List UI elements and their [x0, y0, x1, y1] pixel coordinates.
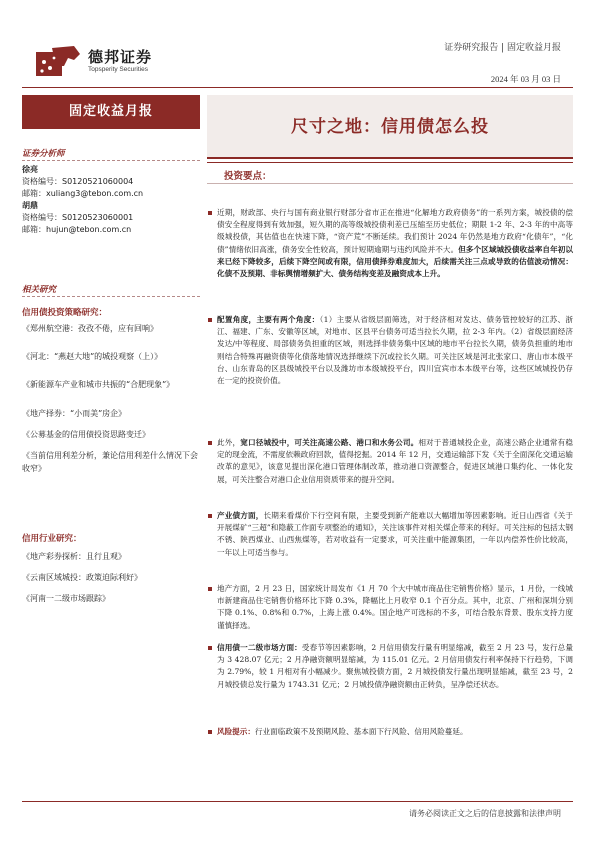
footer-disclaimer: 请务必阅读正文之后的信息披露和法律声明 — [409, 809, 561, 818]
bullet-icon — [208, 211, 212, 215]
analyst-email[interactable]: 邮箱：xuliang3@tebon.com.cn — [22, 189, 144, 198]
analyst-cert: 资格编号：S0120523060001 — [22, 213, 134, 222]
analyst-email[interactable]: 邮箱：hujun@tebon.com.cn — [22, 225, 132, 234]
related-report-link[interactable]: 《河北：“燕赵大地”的城投观察（上）》 — [22, 352, 163, 361]
analyst-name: 徐亮 — [22, 165, 38, 174]
section-divider — [22, 160, 200, 161]
bullet-icon — [208, 318, 212, 322]
investment-highlights-heading: 投资要点： — [224, 171, 272, 182]
report-date: 2024 年 03 月 03 日 — [490, 74, 561, 84]
risk-warning: 风险提示：行业面临政策不及预期风险、基本面下行风险、信用风险蔓延。 — [208, 726, 573, 738]
header-divider — [22, 87, 573, 88]
analyst-cert: 资格编号：S0120521060004 — [22, 177, 134, 186]
bullet-icon — [208, 646, 212, 650]
brand-name-en: Topsperity Securities — [88, 66, 148, 73]
section-divider — [22, 296, 200, 297]
related-report-link[interactable]: 《河南一二级市场跟踪》 — [22, 594, 110, 603]
report-title: 尺寸之地：信用债怎么投 — [291, 117, 489, 137]
bullet-icon — [208, 587, 212, 591]
brand-name-cn: 德邦证券 — [88, 48, 153, 66]
title-divider — [207, 157, 573, 159]
industrial-bond-paragraph: 产业债方面，长期来看煤价下行空间有限，主要受到新产能难以大幅增加等因素影响。近日山西省《关于开展煤矿“三超”和隐蔽工作面专项整治的通知》，关注该事件对相关煤企带来的利好。可关注标的包括太钢不锈、陕西煤业、山西焦煤等，若对收益有一定要求，可关注重中能源集团，一年以内偿养性价比较高，一年以上可适当参与。 — [208, 510, 573, 559]
related-report-link[interactable]: 《地产择券：“小而美”房企》 — [22, 409, 127, 418]
related-report-link[interactable]: 《郑州航空港：孜孜不倦，应有回响》 — [22, 324, 158, 333]
bullet-icon — [208, 514, 212, 518]
section-divider — [207, 183, 573, 184]
column-title: 固定收益月报 — [22, 95, 200, 129]
related-report-link[interactable]: 《新能源车产业和城市共振的“合肥现象”》 — [22, 380, 175, 389]
market-paragraph: 信用债一二级市场方面：受春节等因素影响，2 月信用债发行量有明显缩减，截至 2 月 23 号，发行总量为 3 428.07 亿元；2 月净融资额明显缩减，为 115.01 亿元。2 月信用债发行利率保持下行趋势，下调为 2.79%，较 1 月相对有小幅减少。聚焦城投债方面，2 月城投债发行量出现明显缩减，截至 23 号，2 月城投债总发行量为 1743.31 亿元；2 月城投债净融资额由正转负，呈净偿还状态。 — [208, 642, 573, 691]
related-report-link[interactable]: 《云南区域城投：政策迫际利好》 — [22, 573, 142, 582]
real-estate-paragraph: 地产方面，2 月 23 日，国家统计局发布《1 月 70 个大中城市商品住宅销售价格》显示，1 月份，一线城市新建商品住宅销售价格环比下降 0.3%，降幅比上月收窄 0.1 个百分点。其中，北京、广州和深圳分别下降 0.1%、0.8%和 0.7%，上海上涨 0.4%。国企地产可选标的不多，可结合股东背景、股东支持力度谨慎择选。 — [208, 583, 573, 632]
analyst-section-heading: 证券分析师 — [22, 149, 65, 159]
related-report-link[interactable]: 《公募基金的信用债投资思路变迁》 — [22, 430, 150, 439]
analyst-name: 胡鼎 — [22, 201, 38, 210]
related-report-link[interactable]: 《地产彩券探析：且行且观》 — [22, 552, 126, 561]
brand-logo-icon — [34, 44, 82, 78]
related-section-heading: 相关研究 — [22, 285, 57, 295]
bullet-icon — [208, 441, 212, 445]
report-type: 证券研究报告 | 固定收益月报 — [444, 43, 561, 53]
title-divider-thin — [207, 162, 573, 163]
analyst-block — [22, 164, 202, 236]
wide-caliber-paragraph: 此外，宽口径城投中，可关注高速公路、港口和水务公司。相对于普通城投企业，高速公路企业通常有稳定的现金流，不需度依赖政府回款，值得挖掘。2014 年 12 月，交通运输部下发《关于全面深化交通运输改革的意见》，该意见提出深化港口管理体制改革，推动港口资源整合，促进区域港口集约化、一体化发展，可关注整合对港口企业信用资质带来的提升空间。 — [208, 437, 573, 486]
bullet-icon — [208, 730, 212, 734]
strategy-heading: 信用债投资策略研究： — [22, 308, 108, 318]
footer-divider — [22, 801, 573, 802]
summary-paragraph: 近期，财政部、央行与国有商业银行财部分省市正在推进“化解地方政府债务”的一系列方案，城投债的偿债安全程度得到有效加强，短久期的高等级城投债利差已压缩至历史低位；期限 1-2 年、2-3 年的中高等级城投债，其估值也在快速下降，“资产荒”不断延续。我们预计 2024 年仍然是地方政府“化债年”，“化债”情绪依旧高涨，债务安全性较高，预计短期逾期与违约风险并不大。但多个区域城投债收益率自年初以来已经下降较多，后续下降空间或有限，信用债择券难度加大，后续需关注三点或导致的估值波动情况：化债不及预期、非标舆情增频扩大、债务结构变差及融资成本上升。 — [208, 207, 573, 280]
industry-heading: 信用行业研究： — [22, 534, 82, 544]
allocation-paragraph: 配置角度，主要有两个角度：（1）主要从省级层面筛选，对于经济相对发达、债务管控较好的江苏、浙江、福建、广东、安徽等区域，对地市、区县平台债务可适当拉长久期，拉 2-3 年内。（2）省级层面经济发达/中等程度、局部债务负担重的区域，则选择非债务集中区域的地市平台拉长久期，债务负担重的地市则结合特殊再融资债等化债落地情况选择继续下沉或拉长久期。可关注区域是河北张家口、唐山市本级平台、山东青岛的区县级城投平台以及潍坊市本级城投平台，四川宜宾市本本级平台等，这些区域城投仍存在一定的投资价值。 — [208, 314, 573, 387]
related-report-link[interactable]: 《当前信用利差分析，兼论信用利差什么情况下会收窄》 — [22, 451, 198, 473]
